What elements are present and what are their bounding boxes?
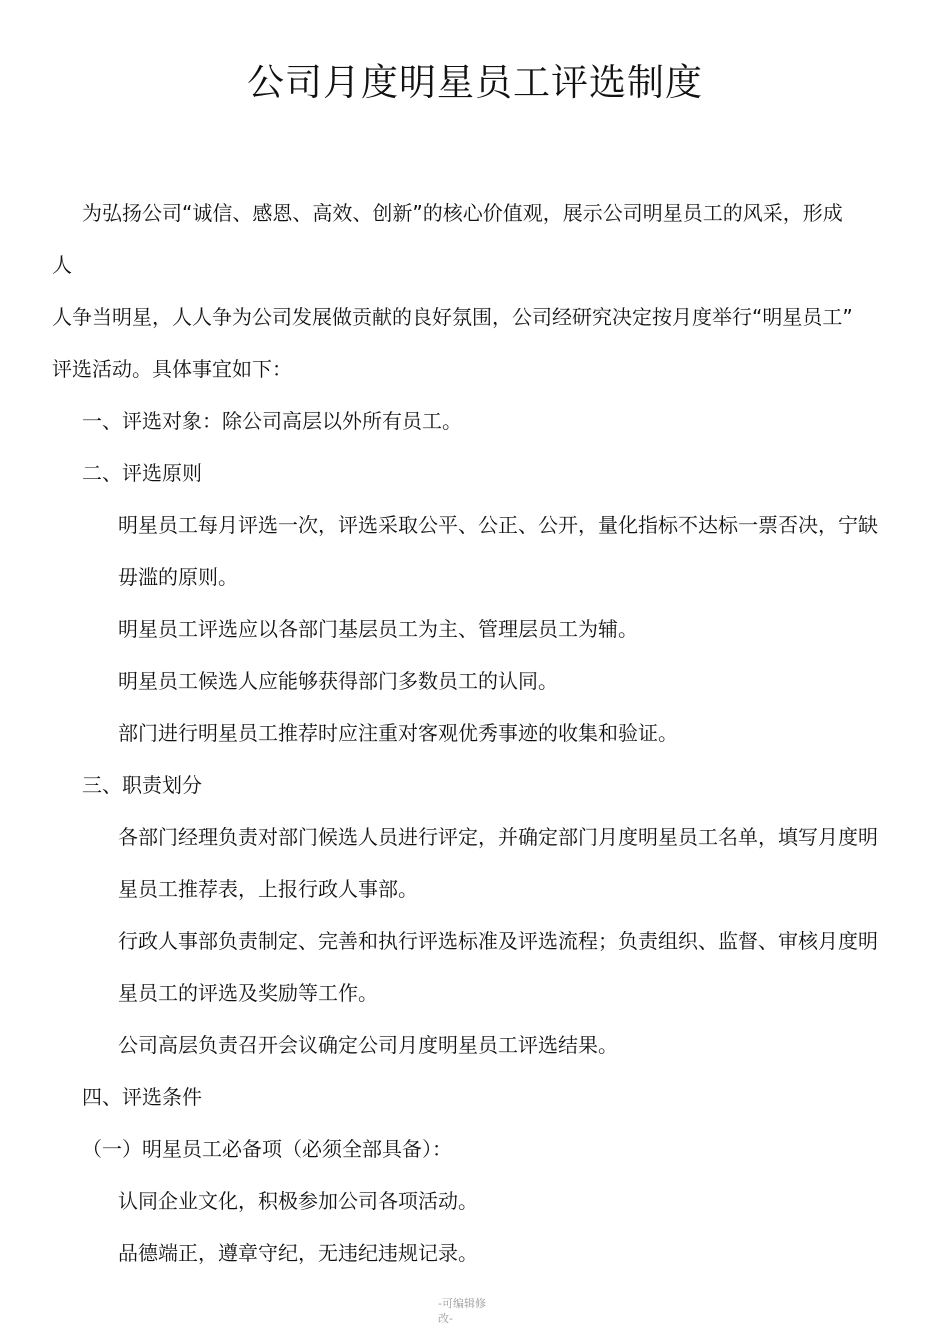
section-2-item-1-line-2: 毋滥的原则。 [118,565,238,589]
section-2-item-1-line-1: 明星员工每月评选一次，评选采取公平、公正、公开，量化指标不达标一票否决，宁缺 [118,513,878,537]
section-4-heading: 四、评选条件 [82,1085,202,1109]
section-4-subheading: （一）明星员工必备项（必须全部具备）： [82,1137,452,1161]
section-4-item-1: 认同企业文化，积极参加公司各项活动。 [118,1189,478,1213]
section-2-item-4: 部门进行明星员工推荐时应注重对客观优秀事迹的收集和验证。 [118,721,678,745]
intro-line-4: 评选活动。具体事宜如下： [52,357,292,381]
section-3-item-2-line-1: 行政人事部负责制定、完善和执行评选标准及评选流程；负责组织、监督、审核月度明 [118,929,878,953]
section-3-item-3: 公司高层负责召开会议确定公司月度明星员工评选结果。 [118,1033,618,1057]
section-3-heading: 三、职责划分 [82,773,202,797]
intro-line-3: 人争当明星，人人争为公司发展做贡献的良好氛围，公司经研究决定按月度举行“明星员工” [52,305,853,329]
page-footer [438,1296,498,1326]
section-1-heading: 一、评选对象：除公司高层以外所有员工。 [82,409,462,433]
section-4-item-2: 品德端正，遵章守纪，无违纪违规记录。 [118,1241,478,1265]
section-3-item-1-line-1: 各部门经理负责对部门候选人员进行评定，并确定部门月度明星员工名单，填写月度明 [118,825,878,849]
section-2-heading: 二、评选原则 [82,461,202,485]
document-title: 公司月度明星员工评选制度 [247,61,703,104]
footer-line-2: 改- [438,1312,453,1325]
intro-line-2: 人 [52,253,72,277]
footer-line-1: -可编辑修 [438,1297,486,1310]
section-2-item-2: 明星员工评选应以各部门基层员工为主、管理层员工为辅。 [118,617,638,641]
section-3-item-1-line-2: 星员工推荐表，上报行政人事部。 [118,877,418,901]
section-3-item-2-line-2: 星员工的评选及奖励等工作。 [118,981,378,1005]
intro-line-1: 为弘扬公司“诚信、感恩、高效、创新”的核心价值观，展示公司明星员工的风采，形成 [82,201,843,225]
section-2-item-3: 明星员工候选人应能够获得部门多数员工的认同。 [118,669,558,693]
